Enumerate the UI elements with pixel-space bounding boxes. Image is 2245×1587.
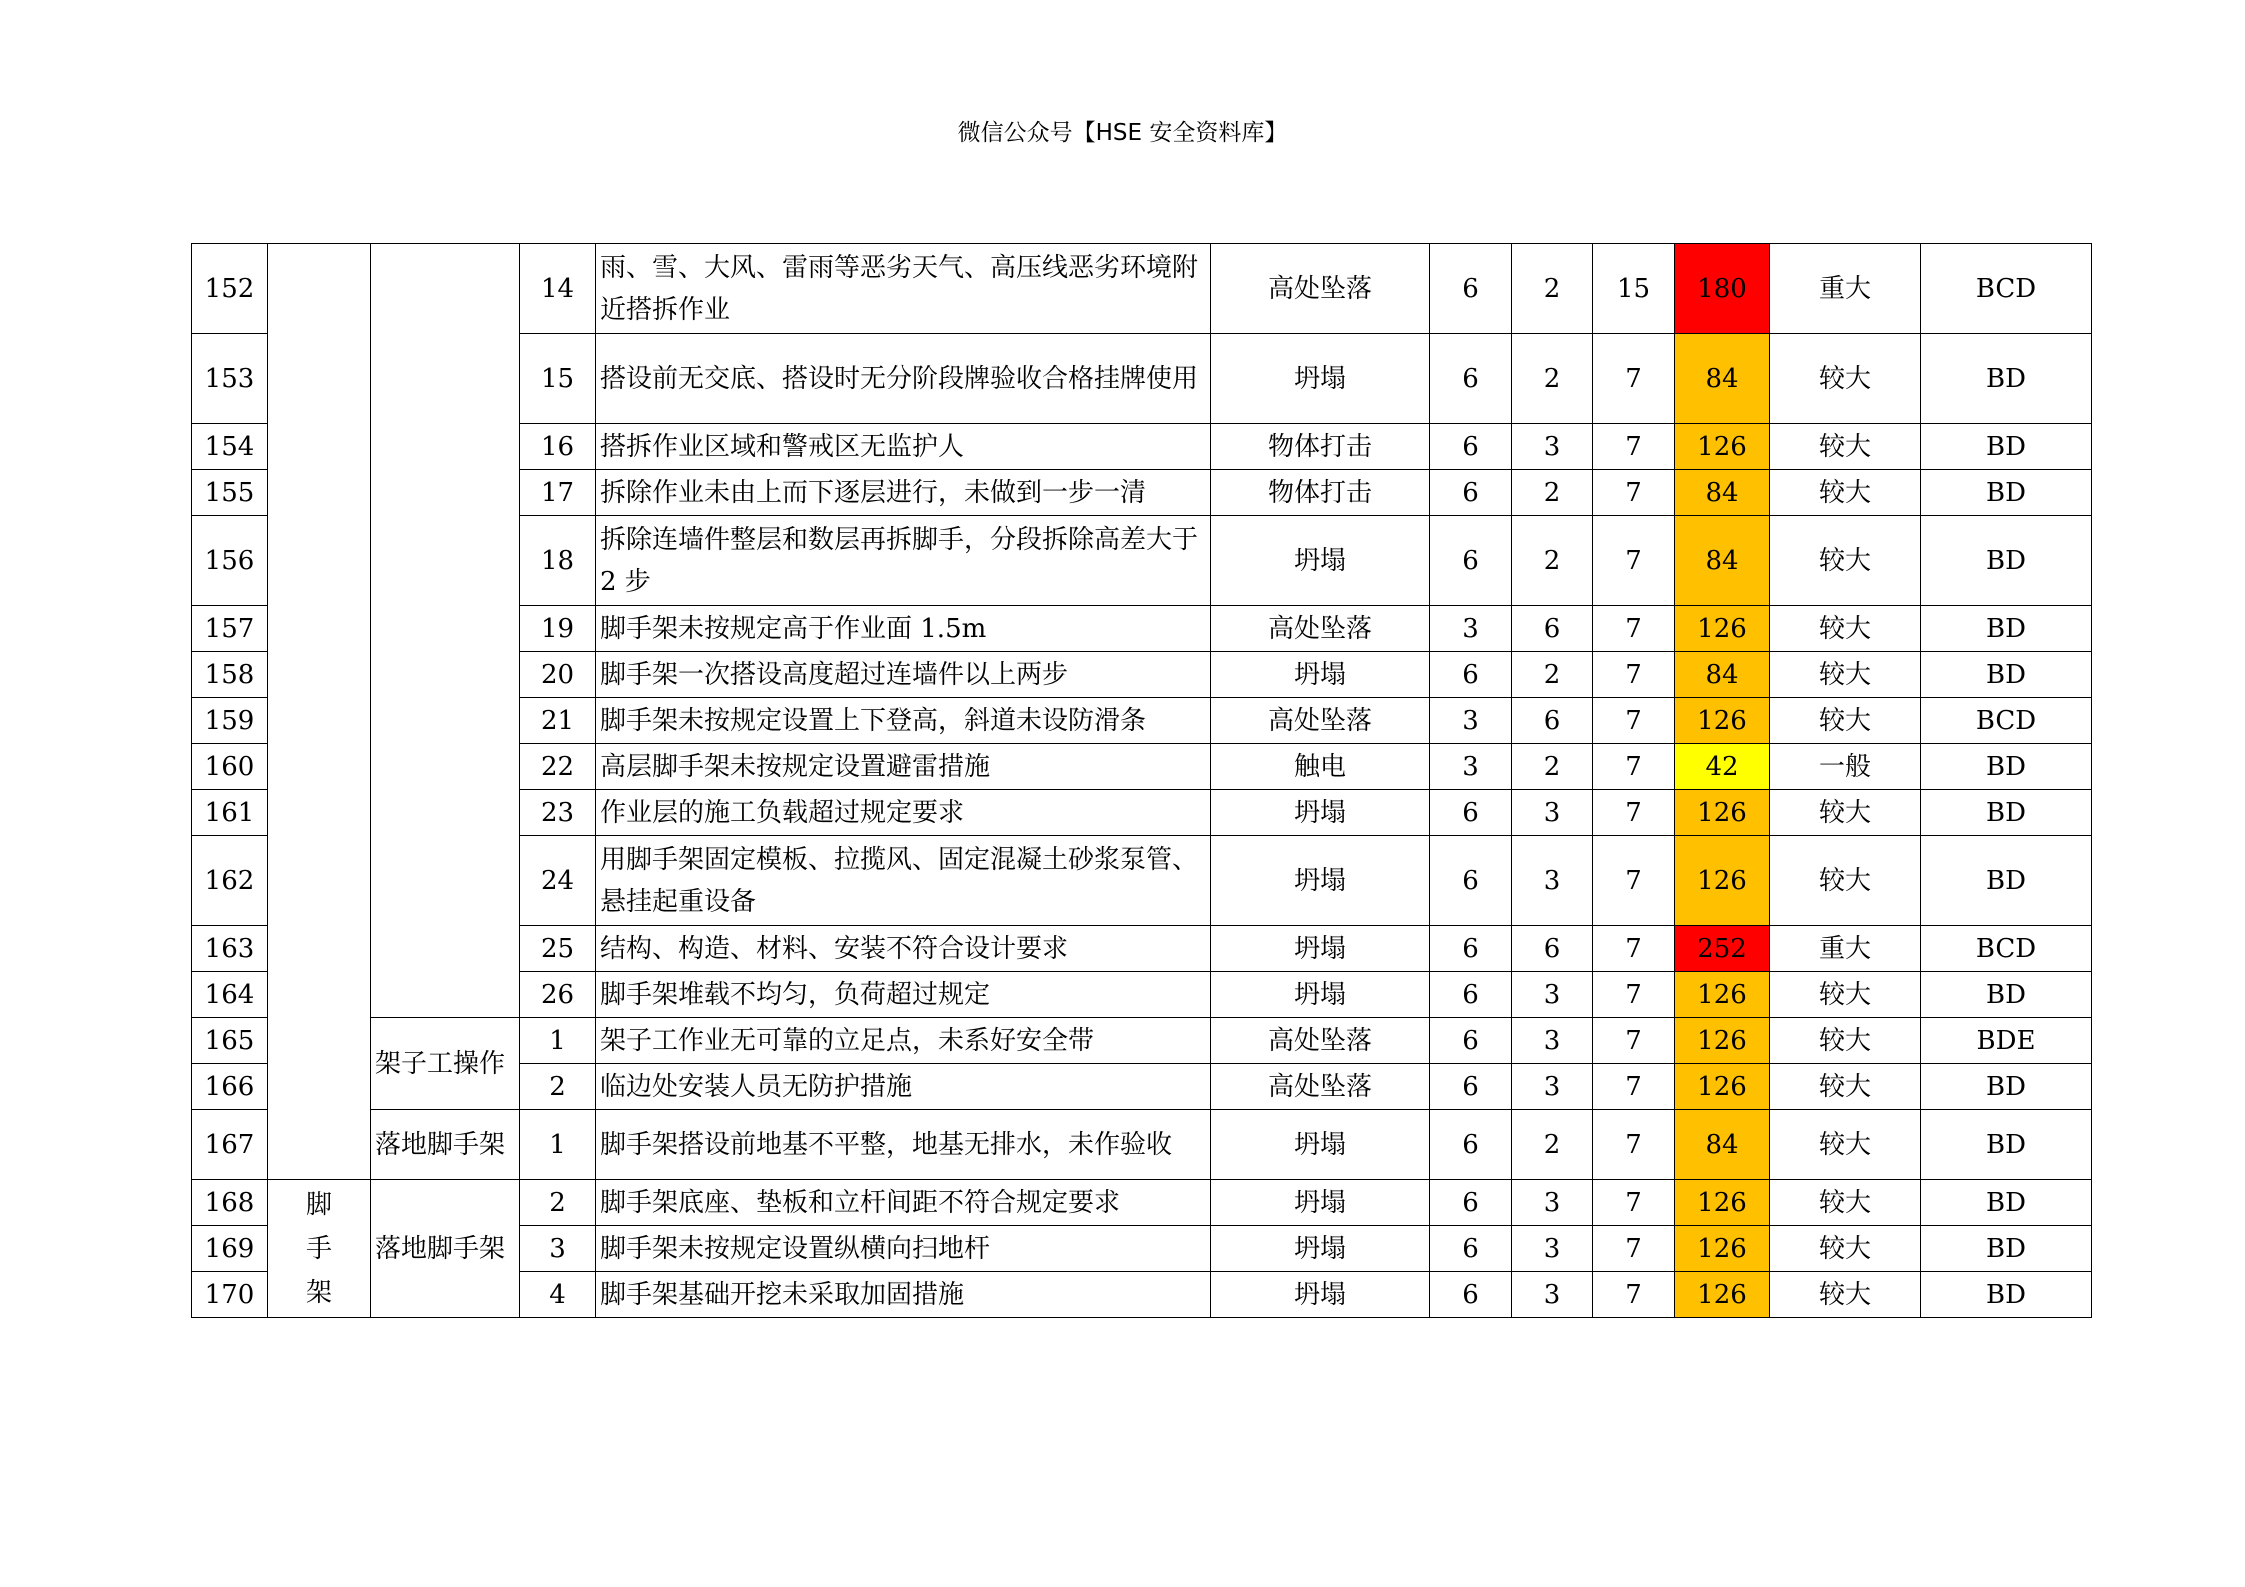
risk-grade: 较大 <box>1770 836 1921 926</box>
value-e: 2 <box>1512 470 1593 516</box>
risk-grade: 较大 <box>1770 1272 1921 1318</box>
value-e: 3 <box>1512 424 1593 470</box>
control-measures: BD <box>1921 652 2092 698</box>
value-c: 7 <box>1593 972 1675 1018</box>
subcategory-cell: 落地脚手架 <box>371 1180 520 1318</box>
item-index: 25 <box>520 926 596 972</box>
hazard-description: 拆除连墙件整层和数层再拆脚手，分段拆除高差大于 2 步 <box>596 516 1211 606</box>
risk-grade: 较大 <box>1770 334 1921 424</box>
item-index: 4 <box>520 1272 596 1318</box>
value-e: 2 <box>1512 1110 1593 1180</box>
value-e: 2 <box>1512 334 1593 424</box>
risk-grade: 重大 <box>1770 244 1921 334</box>
value-c: 7 <box>1593 652 1675 698</box>
risk-grade: 较大 <box>1770 1110 1921 1180</box>
value-d-risk-score: 126 <box>1675 1272 1770 1318</box>
hazard-description: 临边处安装人员无防护措施 <box>596 1064 1211 1110</box>
value-l: 6 <box>1430 470 1512 516</box>
value-e: 3 <box>1512 1226 1593 1272</box>
risk-grade: 较大 <box>1770 470 1921 516</box>
row-number: 166 <box>192 1064 268 1110</box>
value-l: 6 <box>1430 424 1512 470</box>
control-measures: BCD <box>1921 244 2092 334</box>
value-d-risk-score: 126 <box>1675 790 1770 836</box>
value-e: 6 <box>1512 606 1593 652</box>
accident-type: 坍塌 <box>1211 790 1430 836</box>
value-c: 7 <box>1593 606 1675 652</box>
value-d-risk-score: 84 <box>1675 334 1770 424</box>
row-number: 155 <box>192 470 268 516</box>
control-measures: BD <box>1921 836 2092 926</box>
accident-type: 坍塌 <box>1211 334 1430 424</box>
control-measures: BD <box>1921 1180 2092 1226</box>
value-c: 7 <box>1593 926 1675 972</box>
page-header: 微信公众号【HSE 安全资料库】 <box>957 120 1288 146</box>
control-measures: BD <box>1921 606 2092 652</box>
item-index: 24 <box>520 836 596 926</box>
value-c: 7 <box>1593 424 1675 470</box>
hazard-description: 作业层的施工负载超过规定要求 <box>596 790 1211 836</box>
accident-type: 高处坠落 <box>1211 244 1430 334</box>
item-index: 20 <box>520 652 596 698</box>
subcategory-cell: 落地脚手架 <box>371 1110 520 1180</box>
accident-type: 坍塌 <box>1211 972 1430 1018</box>
hazard-description: 雨、雪、大风、雷雨等恶劣天气、高压线恶劣环境附近搭拆作业 <box>596 244 1211 334</box>
table-row <box>192 1110 2092 1180</box>
value-l: 6 <box>1430 836 1512 926</box>
item-index: 18 <box>520 516 596 606</box>
accident-type: 高处坠落 <box>1211 1064 1430 1110</box>
risk-grade: 较大 <box>1770 1018 1921 1064</box>
row-number: 159 <box>192 698 268 744</box>
control-measures: BD <box>1921 470 2092 516</box>
value-e: 2 <box>1512 744 1593 790</box>
value-l: 6 <box>1430 972 1512 1018</box>
item-index: 19 <box>520 606 596 652</box>
value-e: 2 <box>1512 652 1593 698</box>
control-measures: BD <box>1921 1272 2092 1318</box>
value-c: 7 <box>1593 334 1675 424</box>
hazard-description: 搭拆作业区域和警戒区无监护人 <box>596 424 1211 470</box>
value-d-risk-score: 84 <box>1675 516 1770 606</box>
value-l: 6 <box>1430 334 1512 424</box>
row-number: 161 <box>192 790 268 836</box>
control-measures: BD <box>1921 334 2092 424</box>
item-index: 3 <box>520 1226 596 1272</box>
hazard-description: 用脚手架固定模板、拉揽风、固定混凝土砂浆泵管、悬挂起重设备 <box>596 836 1211 926</box>
value-d-risk-score: 126 <box>1675 606 1770 652</box>
risk-grade: 较大 <box>1770 790 1921 836</box>
hazard-description: 搭设前无交底、搭设时无分阶段牌验收合格挂牌使用 <box>596 334 1211 424</box>
risk-grade: 较大 <box>1770 606 1921 652</box>
control-measures: BD <box>1921 744 2092 790</box>
value-c: 7 <box>1593 744 1675 790</box>
accident-type: 高处坠落 <box>1211 606 1430 652</box>
value-c: 7 <box>1593 1064 1675 1110</box>
value-e: 6 <box>1512 926 1593 972</box>
value-e: 6 <box>1512 698 1593 744</box>
value-d-risk-score: 42 <box>1675 744 1770 790</box>
item-index: 2 <box>520 1064 596 1110</box>
control-measures: BD <box>1921 1110 2092 1180</box>
hazard-description: 脚手架未按规定设置上下登高，斜道未设防滑条 <box>596 698 1211 744</box>
row-number: 156 <box>192 516 268 606</box>
value-l: 3 <box>1430 606 1512 652</box>
value-e: 3 <box>1512 1018 1593 1064</box>
value-l: 6 <box>1430 1180 1512 1226</box>
control-measures: BD <box>1921 1226 2092 1272</box>
value-l: 6 <box>1430 1110 1512 1180</box>
control-measures: BD <box>1921 790 2092 836</box>
row-number: 167 <box>192 1110 268 1180</box>
accident-type: 物体打击 <box>1211 424 1430 470</box>
value-d-risk-score: 126 <box>1675 698 1770 744</box>
value-c: 7 <box>1593 698 1675 744</box>
control-measures: BDE <box>1921 1018 2092 1064</box>
row-number: 157 <box>192 606 268 652</box>
value-c: 7 <box>1593 1018 1675 1064</box>
hazard-description: 脚手架搭设前地基不平整，地基无排水，未作验收 <box>596 1110 1211 1180</box>
value-d-risk-score: 126 <box>1675 1064 1770 1110</box>
control-measures: BD <box>1921 1064 2092 1110</box>
value-d-risk-score: 252 <box>1675 926 1770 972</box>
row-number: 162 <box>192 836 268 926</box>
row-number: 163 <box>192 926 268 972</box>
hazard-description: 脚手架未按规定设置纵横向扫地杆 <box>596 1226 1211 1272</box>
value-e: 3 <box>1512 836 1593 926</box>
value-l: 6 <box>1430 1018 1512 1064</box>
row-number: 152 <box>192 244 268 334</box>
value-l: 3 <box>1430 744 1512 790</box>
accident-type: 坍塌 <box>1211 1226 1430 1272</box>
value-e: 3 <box>1512 790 1593 836</box>
risk-grade: 较大 <box>1770 1226 1921 1272</box>
accident-type: 物体打击 <box>1211 470 1430 516</box>
hazard-description: 结构、构造、材料、安装不符合设计要求 <box>596 926 1211 972</box>
value-c: 15 <box>1593 244 1675 334</box>
accident-type: 坍塌 <box>1211 926 1430 972</box>
value-e: 3 <box>1512 1180 1593 1226</box>
row-number: 169 <box>192 1226 268 1272</box>
control-measures: BCD <box>1921 698 2092 744</box>
hazard-description: 脚手架底座、垫板和立杆间距不符合规定要求 <box>596 1180 1211 1226</box>
row-number: 168 <box>192 1180 268 1226</box>
table-row <box>192 1180 2092 1226</box>
accident-type: 坍塌 <box>1211 836 1430 926</box>
value-e: 3 <box>1512 972 1593 1018</box>
category-cell: 脚 手 架 <box>268 1180 371 1318</box>
item-index: 26 <box>520 972 596 1018</box>
hazard-description: 高层脚手架未按规定设置避雷措施 <box>596 744 1211 790</box>
risk-grade: 较大 <box>1770 652 1921 698</box>
risk-table <box>191 243 2092 1318</box>
risk-grade: 较大 <box>1770 698 1921 744</box>
item-index: 21 <box>520 698 596 744</box>
accident-type: 坍塌 <box>1211 1272 1430 1318</box>
item-index: 17 <box>520 470 596 516</box>
value-e: 2 <box>1512 244 1593 334</box>
accident-type: 坍塌 <box>1211 1180 1430 1226</box>
hazard-description: 脚手架基础开挖未采取加固措施 <box>596 1272 1211 1318</box>
control-measures: BD <box>1921 424 2092 470</box>
value-l: 6 <box>1430 790 1512 836</box>
value-c: 7 <box>1593 1110 1675 1180</box>
value-d-risk-score: 126 <box>1675 424 1770 470</box>
risk-grade: 重大 <box>1770 926 1921 972</box>
value-l: 3 <box>1430 698 1512 744</box>
value-c: 7 <box>1593 1180 1675 1226</box>
control-measures: BCD <box>1921 926 2092 972</box>
value-c: 7 <box>1593 516 1675 606</box>
item-index: 2 <box>520 1180 596 1226</box>
hazard-description: 脚手架堆载不均匀，负荷超过规定 <box>596 972 1211 1018</box>
accident-type: 坍塌 <box>1211 1110 1430 1180</box>
risk-grade: 较大 <box>1770 1064 1921 1110</box>
risk-grade: 较大 <box>1770 1180 1921 1226</box>
subcategory-cell: 架子工操作 <box>371 1018 520 1110</box>
row-number: 170 <box>192 1272 268 1318</box>
table-row <box>192 1018 2092 1064</box>
value-l: 6 <box>1430 1272 1512 1318</box>
accident-type: 坍塌 <box>1211 516 1430 606</box>
row-number: 154 <box>192 424 268 470</box>
value-l: 6 <box>1430 244 1512 334</box>
value-l: 6 <box>1430 926 1512 972</box>
value-c: 7 <box>1593 470 1675 516</box>
item-index: 1 <box>520 1110 596 1180</box>
value-l: 6 <box>1430 516 1512 606</box>
value-d-risk-score: 126 <box>1675 836 1770 926</box>
risk-grade: 较大 <box>1770 516 1921 606</box>
item-index: 14 <box>520 244 596 334</box>
accident-type: 高处坠落 <box>1211 1018 1430 1064</box>
hazard-description: 拆除作业未由上而下逐层进行，未做到一步一清 <box>596 470 1211 516</box>
control-measures: BD <box>1921 972 2092 1018</box>
row-number: 153 <box>192 334 268 424</box>
value-e: 2 <box>1512 516 1593 606</box>
value-d-risk-score: 126 <box>1675 1226 1770 1272</box>
hazard-description: 架子工作业无可靠的立足点，未系好安全带 <box>596 1018 1211 1064</box>
row-number: 165 <box>192 1018 268 1064</box>
item-index: 1 <box>520 1018 596 1064</box>
value-e: 3 <box>1512 1272 1593 1318</box>
value-d-risk-score: 180 <box>1675 244 1770 334</box>
risk-table-body <box>192 244 2092 1318</box>
value-l: 6 <box>1430 652 1512 698</box>
item-index: 23 <box>520 790 596 836</box>
value-c: 7 <box>1593 1272 1675 1318</box>
risk-grade: 一般 <box>1770 744 1921 790</box>
item-index: 16 <box>520 424 596 470</box>
risk-grade: 较大 <box>1770 424 1921 470</box>
value-d-risk-score: 84 <box>1675 652 1770 698</box>
hazard-description: 脚手架一次搭设高度超过连墙件以上两步 <box>596 652 1211 698</box>
value-c: 7 <box>1593 836 1675 926</box>
row-number: 160 <box>192 744 268 790</box>
value-d-risk-score: 126 <box>1675 1018 1770 1064</box>
table-row <box>192 244 2092 334</box>
value-l: 6 <box>1430 1226 1512 1272</box>
value-c: 7 <box>1593 790 1675 836</box>
value-d-risk-score: 84 <box>1675 1110 1770 1180</box>
value-d-risk-score: 84 <box>1675 470 1770 516</box>
item-index: 15 <box>520 334 596 424</box>
value-e: 3 <box>1512 1064 1593 1110</box>
control-measures: BD <box>1921 516 2092 606</box>
category-cell-top <box>268 244 371 1180</box>
item-index: 22 <box>520 744 596 790</box>
value-d-risk-score: 126 <box>1675 1180 1770 1226</box>
row-number: 158 <box>192 652 268 698</box>
accident-type: 触电 <box>1211 744 1430 790</box>
accident-type: 高处坠落 <box>1211 698 1430 744</box>
subcategory-cell-top <box>371 244 520 1018</box>
value-c: 7 <box>1593 1226 1675 1272</box>
hazard-description: 脚手架未按规定高于作业面 1.5m <box>596 606 1211 652</box>
risk-grade: 较大 <box>1770 972 1921 1018</box>
value-d-risk-score: 126 <box>1675 972 1770 1018</box>
accident-type: 坍塌 <box>1211 652 1430 698</box>
row-number: 164 <box>192 972 268 1018</box>
value-l: 6 <box>1430 1064 1512 1110</box>
